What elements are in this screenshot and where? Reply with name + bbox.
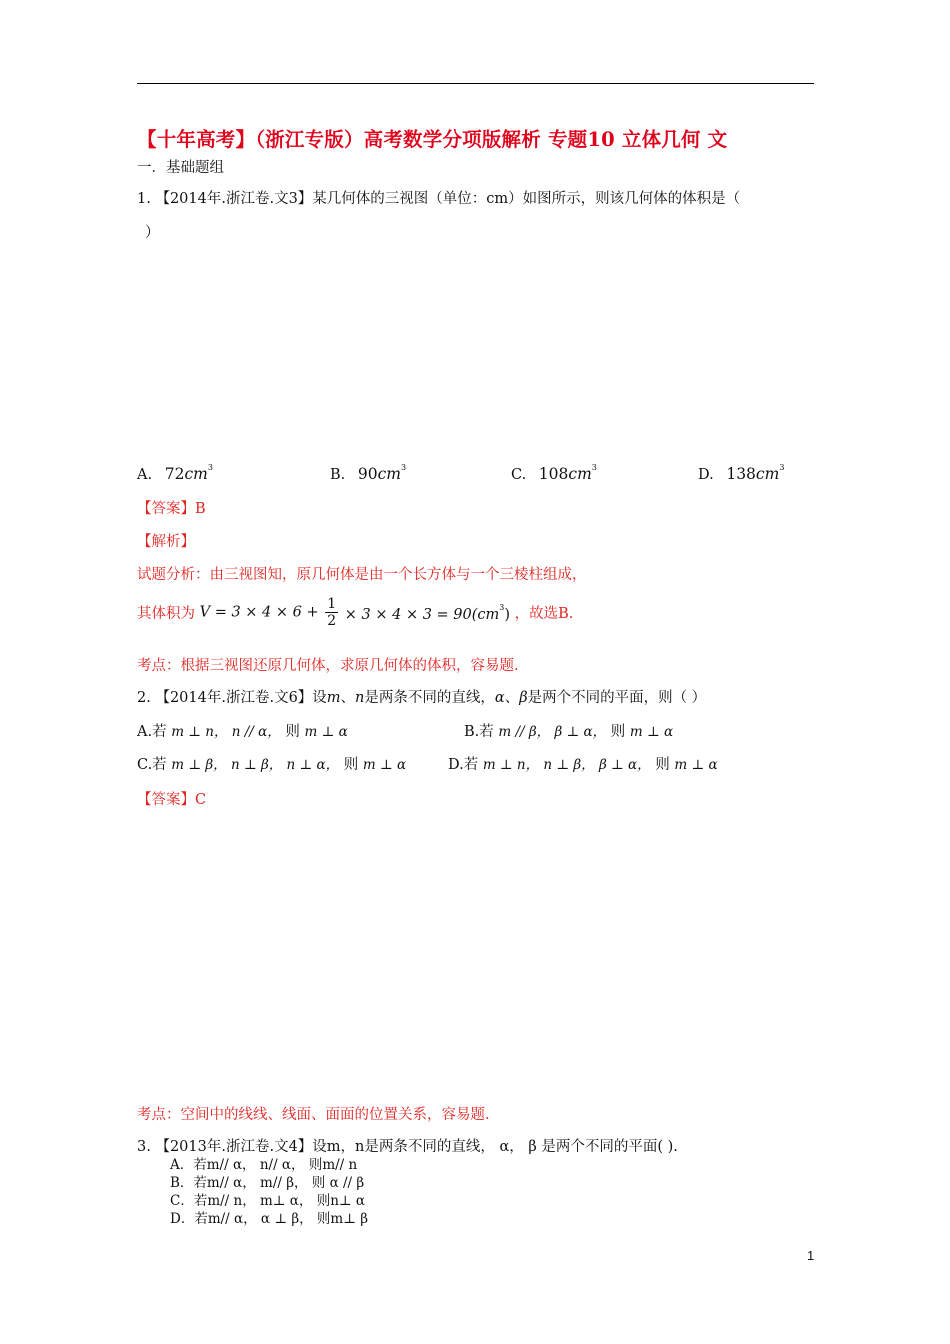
q3-stem: 3. 【2013年.浙江卷.文4】设m，n是两条不同的直线， α， β 是两个不同的平面( ).	[137, 1139, 678, 1155]
q1-kaodian: 考点：根据三视图还原几何体，求原几何体的体积，容易题.	[137, 658, 519, 674]
q2-option-d: D.若 m ⊥ n， n ⊥ β， β ⊥ α， 则 m ⊥ α	[448, 757, 718, 773]
q1-option-b	[330, 463, 406, 483]
q3-option-c: C．若m// n， m⊥ α， 则n⊥ α	[170, 1193, 365, 1209]
q1-option-d	[698, 463, 784, 483]
header-rule	[137, 83, 814, 84]
q1-answer: 【答案】B	[137, 501, 206, 517]
q1-analysis-line2: 其体积为 V = 3 × 4 × 6 + $\frac{1}{2}$ × $3 \times 4 \times 3 = 90(cm^3)$ ，故选B.	[137, 596, 574, 629]
q2-kaodian: 考点：空间中的线线、线面、面面的位置关系，容易题.	[137, 1107, 490, 1123]
option-letter: B.	[330, 467, 346, 483]
option-letter: A.	[137, 467, 153, 483]
q1-analysis-line1: 试题分析：由三视图知，原几何体是由一个长方体与一个三棱柱组成，	[137, 567, 587, 583]
q3-option-d: D．若m// α， α ⊥ β， 则m⊥ β	[170, 1211, 369, 1227]
option-letter: C.	[511, 467, 527, 483]
q1-analysis-label: 【解析】	[137, 534, 195, 550]
section-heading: 一．基础题组	[137, 160, 224, 176]
option-letter: D.	[698, 467, 714, 483]
option-value: $138cm^3$	[726, 463, 785, 483]
q2-option-b: B.若 m // β， β ⊥ α， 则 m ⊥ α	[464, 724, 674, 740]
page-number: 1	[807, 1248, 815, 1263]
option-value: $72cm^3$	[164, 463, 213, 483]
q2-option-c: C.若 m ⊥ β， n ⊥ β， n ⊥ α， 则 m ⊥ α	[137, 757, 407, 773]
q2-option-a: A.若 m ⊥ n， n // α， 则 m ⊥ α	[137, 724, 348, 740]
q2-stem: 2. 【2014年.浙江卷.文6】设m、n是两条不同的直线，α、β是两个不同的平面，则（ ）	[137, 690, 707, 706]
volume-formula: V = 3 × 4 × 6 +	[199, 604, 319, 621]
q1-stem-close: ）	[145, 225, 160, 241]
q1-option-a	[137, 463, 213, 483]
q3-option-b: B．若m// α， m// β， 则 α // β	[170, 1175, 365, 1191]
q2-answer: 【答案】C	[137, 792, 207, 808]
q3-option-a: A．若m// α， n// α， 则m// n	[170, 1157, 358, 1173]
document-title: 【十年高考】（浙江专版）高考数学分项版解析 专题10 立体几何 文	[137, 128, 728, 151]
option-value: $90cm^3$	[357, 463, 407, 483]
q1-option-c	[511, 463, 597, 483]
volume-formula-rest: × $3 \times 4 \times 3 = 90(cm^3)$	[344, 602, 511, 623]
option-value: $108cm^3$	[538, 463, 597, 483]
fraction-one-half: $\frac{1}{2}$	[327, 596, 337, 629]
q1-stem: 1. 【2014年.浙江卷.文3】某几何体的三视图（单位：cm）如图所示，则该几何体的体积是（	[137, 191, 741, 207]
